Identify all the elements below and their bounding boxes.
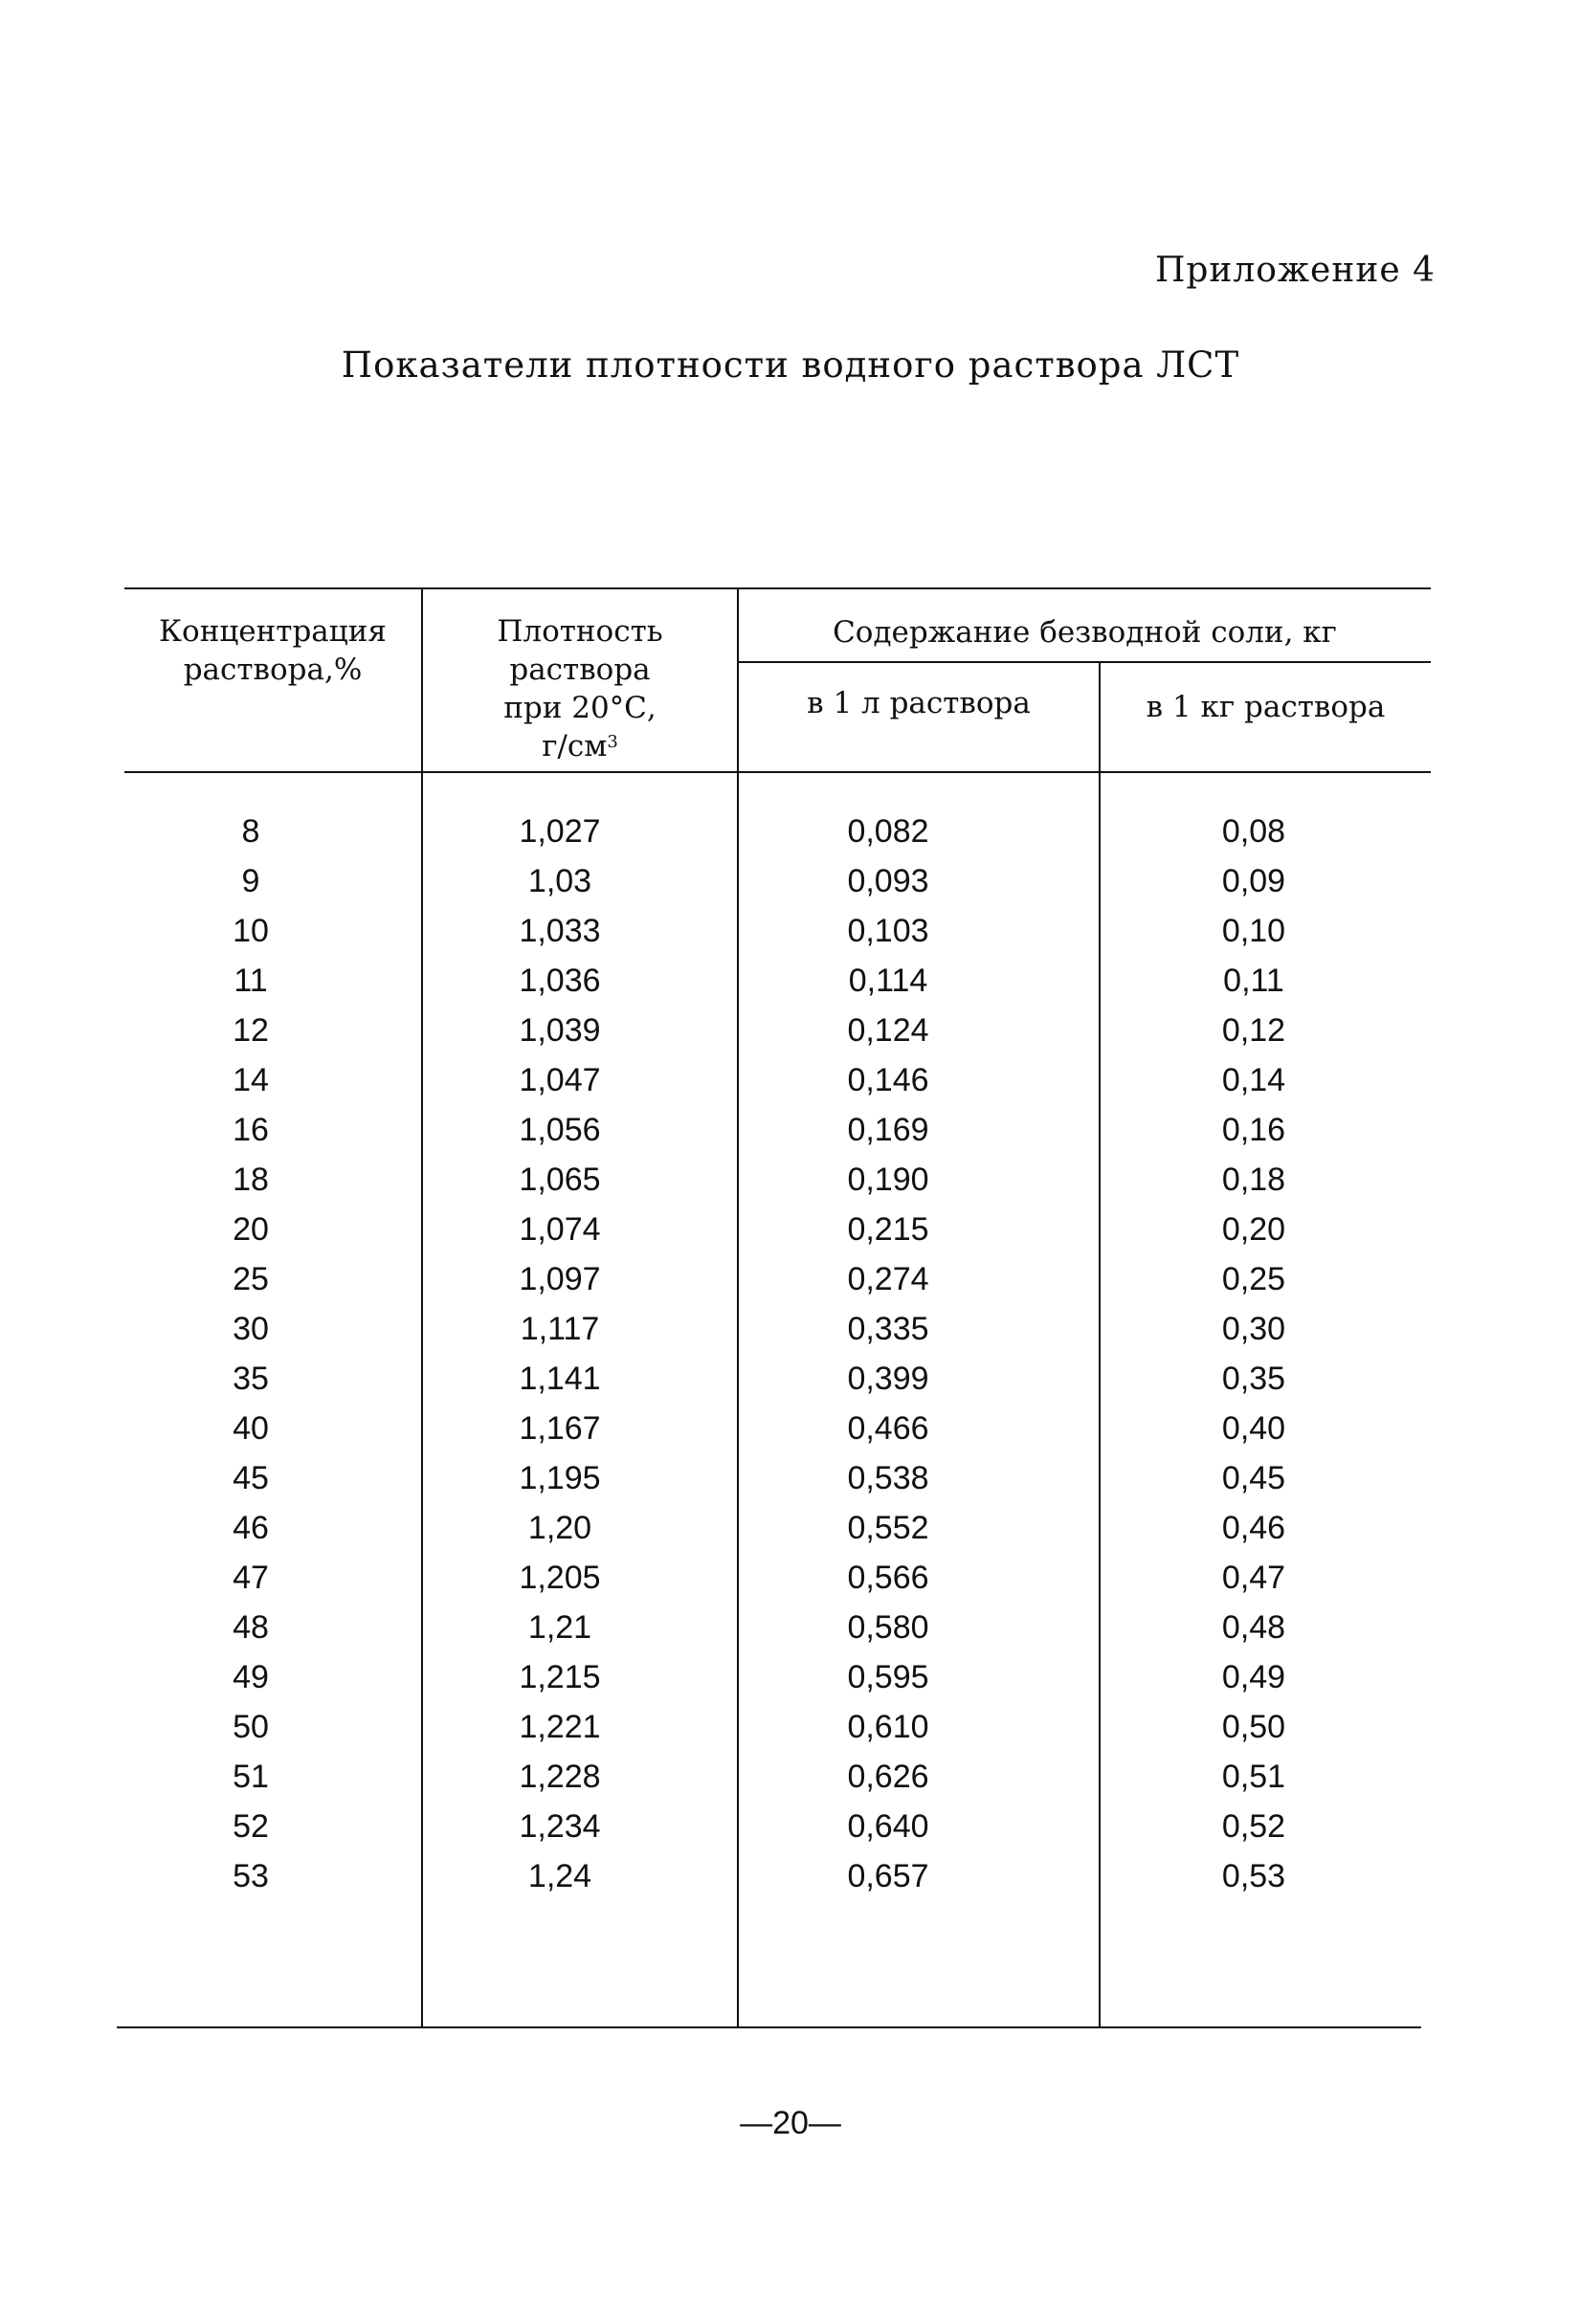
concentration-cell: 20 bbox=[233, 1211, 269, 1248]
table-row bbox=[0, 1603, 1581, 1652]
table-row bbox=[0, 1254, 1581, 1304]
per-kg-cell: 0,10 bbox=[1221, 913, 1286, 949]
per-liter-cell: 0,399 bbox=[847, 1361, 929, 1397]
per-liter-cell: 0,103 bbox=[847, 913, 929, 949]
per-kg-cell: 0,46 bbox=[1221, 1510, 1286, 1546]
per-kg-cell: 0,16 bbox=[1221, 1112, 1286, 1148]
table-row bbox=[0, 856, 1581, 906]
density-cell: 1,047 bbox=[519, 1062, 601, 1098]
per-kg-cell: 0,09 bbox=[1221, 863, 1286, 899]
density-cell: 1,039 bbox=[519, 1012, 601, 1049]
per-kg-cell: 0,47 bbox=[1221, 1560, 1286, 1596]
header-density: Плотность раствора при 20°С, $г/см^3$ bbox=[423, 612, 737, 765]
subheader-rule bbox=[739, 661, 1431, 663]
per-liter-cell: 0,595 bbox=[847, 1659, 929, 1695]
density-unit: $г/см^3$ bbox=[542, 729, 618, 764]
concentration-cell: 47 bbox=[233, 1560, 269, 1596]
per-liter-cell: 0,082 bbox=[847, 813, 929, 850]
per-liter-cell: 0,190 bbox=[847, 1162, 929, 1198]
concentration-cell: 35 bbox=[233, 1361, 269, 1397]
table-bottom-rule bbox=[117, 2026, 1421, 2028]
density-cell: 1,221 bbox=[519, 1709, 601, 1745]
density-cell: 1,24 bbox=[527, 1858, 592, 1894]
concentration-cell: 9 bbox=[241, 863, 260, 899]
per-liter-cell: 0,580 bbox=[847, 1609, 929, 1646]
concentration-cell: 16 bbox=[233, 1112, 269, 1148]
table-row bbox=[0, 1553, 1581, 1603]
per-liter-cell: 0,114 bbox=[848, 963, 928, 999]
per-kg-cell: 0,35 bbox=[1221, 1361, 1286, 1397]
table-row bbox=[0, 1652, 1581, 1702]
per-liter-cell: 0,335 bbox=[847, 1311, 929, 1347]
per-kg-cell: 0,49 bbox=[1221, 1659, 1286, 1695]
per-liter-cell: 0,146 bbox=[847, 1062, 929, 1098]
table-row bbox=[0, 1503, 1581, 1553]
header-concentration: Концентрация раствора,% bbox=[159, 614, 387, 687]
concentration-cell: 40 bbox=[233, 1410, 269, 1447]
concentration-cell: 12 bbox=[233, 1012, 269, 1049]
concentration-cell: 52 bbox=[233, 1808, 269, 1845]
table-row bbox=[0, 1304, 1581, 1354]
table-row bbox=[0, 956, 1581, 1006]
table-row bbox=[0, 1702, 1581, 1752]
density-cell: 1,027 bbox=[519, 813, 601, 850]
per-liter-cell: 0,657 bbox=[847, 1858, 929, 1894]
density-cell: 1,234 bbox=[519, 1808, 601, 1845]
concentration-cell: 25 bbox=[233, 1261, 269, 1297]
per-liter-cell: 0,538 bbox=[847, 1460, 929, 1496]
per-liter-cell: 0,215 bbox=[847, 1211, 929, 1248]
per-liter-cell: 0,626 bbox=[847, 1759, 929, 1795]
per-kg-cell: 0,53 bbox=[1221, 1858, 1286, 1894]
table-row bbox=[0, 1404, 1581, 1453]
per-liter-cell: 0,124 bbox=[847, 1012, 929, 1049]
per-kg-cell: 0,18 bbox=[1221, 1162, 1286, 1198]
density-cell: 1,20 bbox=[527, 1510, 592, 1546]
per-kg-cell: 0,51 bbox=[1221, 1759, 1286, 1795]
concentration-cell: 46 bbox=[233, 1510, 269, 1546]
concentration-cell: 18 bbox=[233, 1162, 269, 1198]
concentration-cell: 10 bbox=[233, 913, 269, 949]
per-liter-cell: 0,610 bbox=[847, 1709, 929, 1745]
table-row bbox=[0, 1155, 1581, 1205]
density-cell: 1,167 bbox=[519, 1410, 601, 1447]
per-liter-cell: 0,640 bbox=[847, 1808, 929, 1845]
table-row bbox=[0, 1105, 1581, 1155]
page-number: —20— bbox=[740, 2105, 841, 2141]
per-kg-cell: 0,30 bbox=[1221, 1311, 1286, 1347]
density-cell: 1,215 bbox=[519, 1659, 601, 1695]
per-kg-cell: 0,14 bbox=[1221, 1062, 1286, 1098]
per-kg-cell: 0,20 bbox=[1221, 1211, 1286, 1248]
appendix-label: Приложение 4 bbox=[1154, 251, 1436, 290]
density-cell: 1,228 bbox=[519, 1759, 601, 1795]
per-liter-cell: 0,552 bbox=[847, 1510, 929, 1546]
density-cell: 1,097 bbox=[519, 1261, 601, 1297]
per-kg-cell: 0,12 bbox=[1221, 1012, 1286, 1049]
density-cell: 1,036 bbox=[519, 963, 601, 999]
concentration-cell: 48 bbox=[233, 1609, 269, 1646]
per-liter-cell: 0,169 bbox=[847, 1112, 929, 1148]
density-cell: 1,205 bbox=[519, 1560, 601, 1596]
table-row bbox=[0, 1055, 1581, 1105]
table-row bbox=[0, 1802, 1581, 1851]
page-title: Показатели плотности водного раствора ЛСТ bbox=[341, 344, 1240, 386]
per-liter-cell: 0,274 bbox=[847, 1261, 929, 1297]
density-cell: 1,074 bbox=[519, 1211, 601, 1248]
table-top-rule bbox=[124, 587, 1431, 589]
per-liter-cell: 0,466 bbox=[847, 1410, 929, 1447]
per-kg-cell: 0,48 bbox=[1221, 1609, 1286, 1646]
density-cell: 1,065 bbox=[519, 1162, 601, 1198]
concentration-cell: 51 bbox=[233, 1759, 269, 1795]
table-row bbox=[0, 906, 1581, 956]
concentration-cell: 14 bbox=[233, 1062, 269, 1098]
per-kg-cell: 0,11 bbox=[1223, 963, 1284, 999]
per-kg-cell: 0,25 bbox=[1221, 1261, 1286, 1297]
density-cell: 1,195 bbox=[519, 1460, 601, 1496]
per-kg-cell: 0,52 bbox=[1221, 1808, 1286, 1845]
per-kg-cell: 0,08 bbox=[1221, 813, 1286, 850]
concentration-cell: 53 bbox=[233, 1858, 269, 1894]
concentration-cell: 11 bbox=[234, 963, 268, 999]
density-cell: 1,141 bbox=[519, 1361, 601, 1397]
concentration-cell: 49 bbox=[233, 1659, 269, 1695]
per-kg-cell: 0,40 bbox=[1221, 1410, 1286, 1447]
table-row bbox=[0, 1851, 1581, 1901]
density-cell: 1,21 bbox=[527, 1609, 592, 1646]
table-row bbox=[0, 1205, 1581, 1254]
per-kg-cell: 0,45 bbox=[1221, 1460, 1286, 1496]
header-per-liter: в 1 л раствора bbox=[807, 686, 1031, 720]
header-content: Содержание безводной соли, кг bbox=[833, 615, 1337, 650]
concentration-cell: 8 bbox=[241, 813, 260, 850]
concentration-cell: 45 bbox=[233, 1460, 269, 1496]
per-kg-cell: 0,50 bbox=[1221, 1709, 1286, 1745]
density-cell: 1,117 bbox=[520, 1311, 600, 1347]
density-cell: 1,033 bbox=[519, 913, 601, 949]
table-row bbox=[0, 1006, 1581, 1055]
per-liter-cell: 0,093 bbox=[847, 863, 929, 899]
table-row bbox=[0, 1354, 1581, 1404]
table-row bbox=[0, 1453, 1581, 1503]
table-row bbox=[0, 807, 1581, 856]
density-cell: 1,03 bbox=[527, 863, 592, 899]
table-row bbox=[0, 1752, 1581, 1802]
per-liter-cell: 0,566 bbox=[847, 1560, 929, 1596]
density-cell: 1,056 bbox=[519, 1112, 601, 1148]
header-per-kg: в 1 кг раствора bbox=[1146, 690, 1386, 724]
concentration-cell: 30 bbox=[233, 1311, 269, 1347]
concentration-cell: 50 bbox=[233, 1709, 269, 1745]
header-bottom-rule bbox=[124, 771, 1431, 773]
